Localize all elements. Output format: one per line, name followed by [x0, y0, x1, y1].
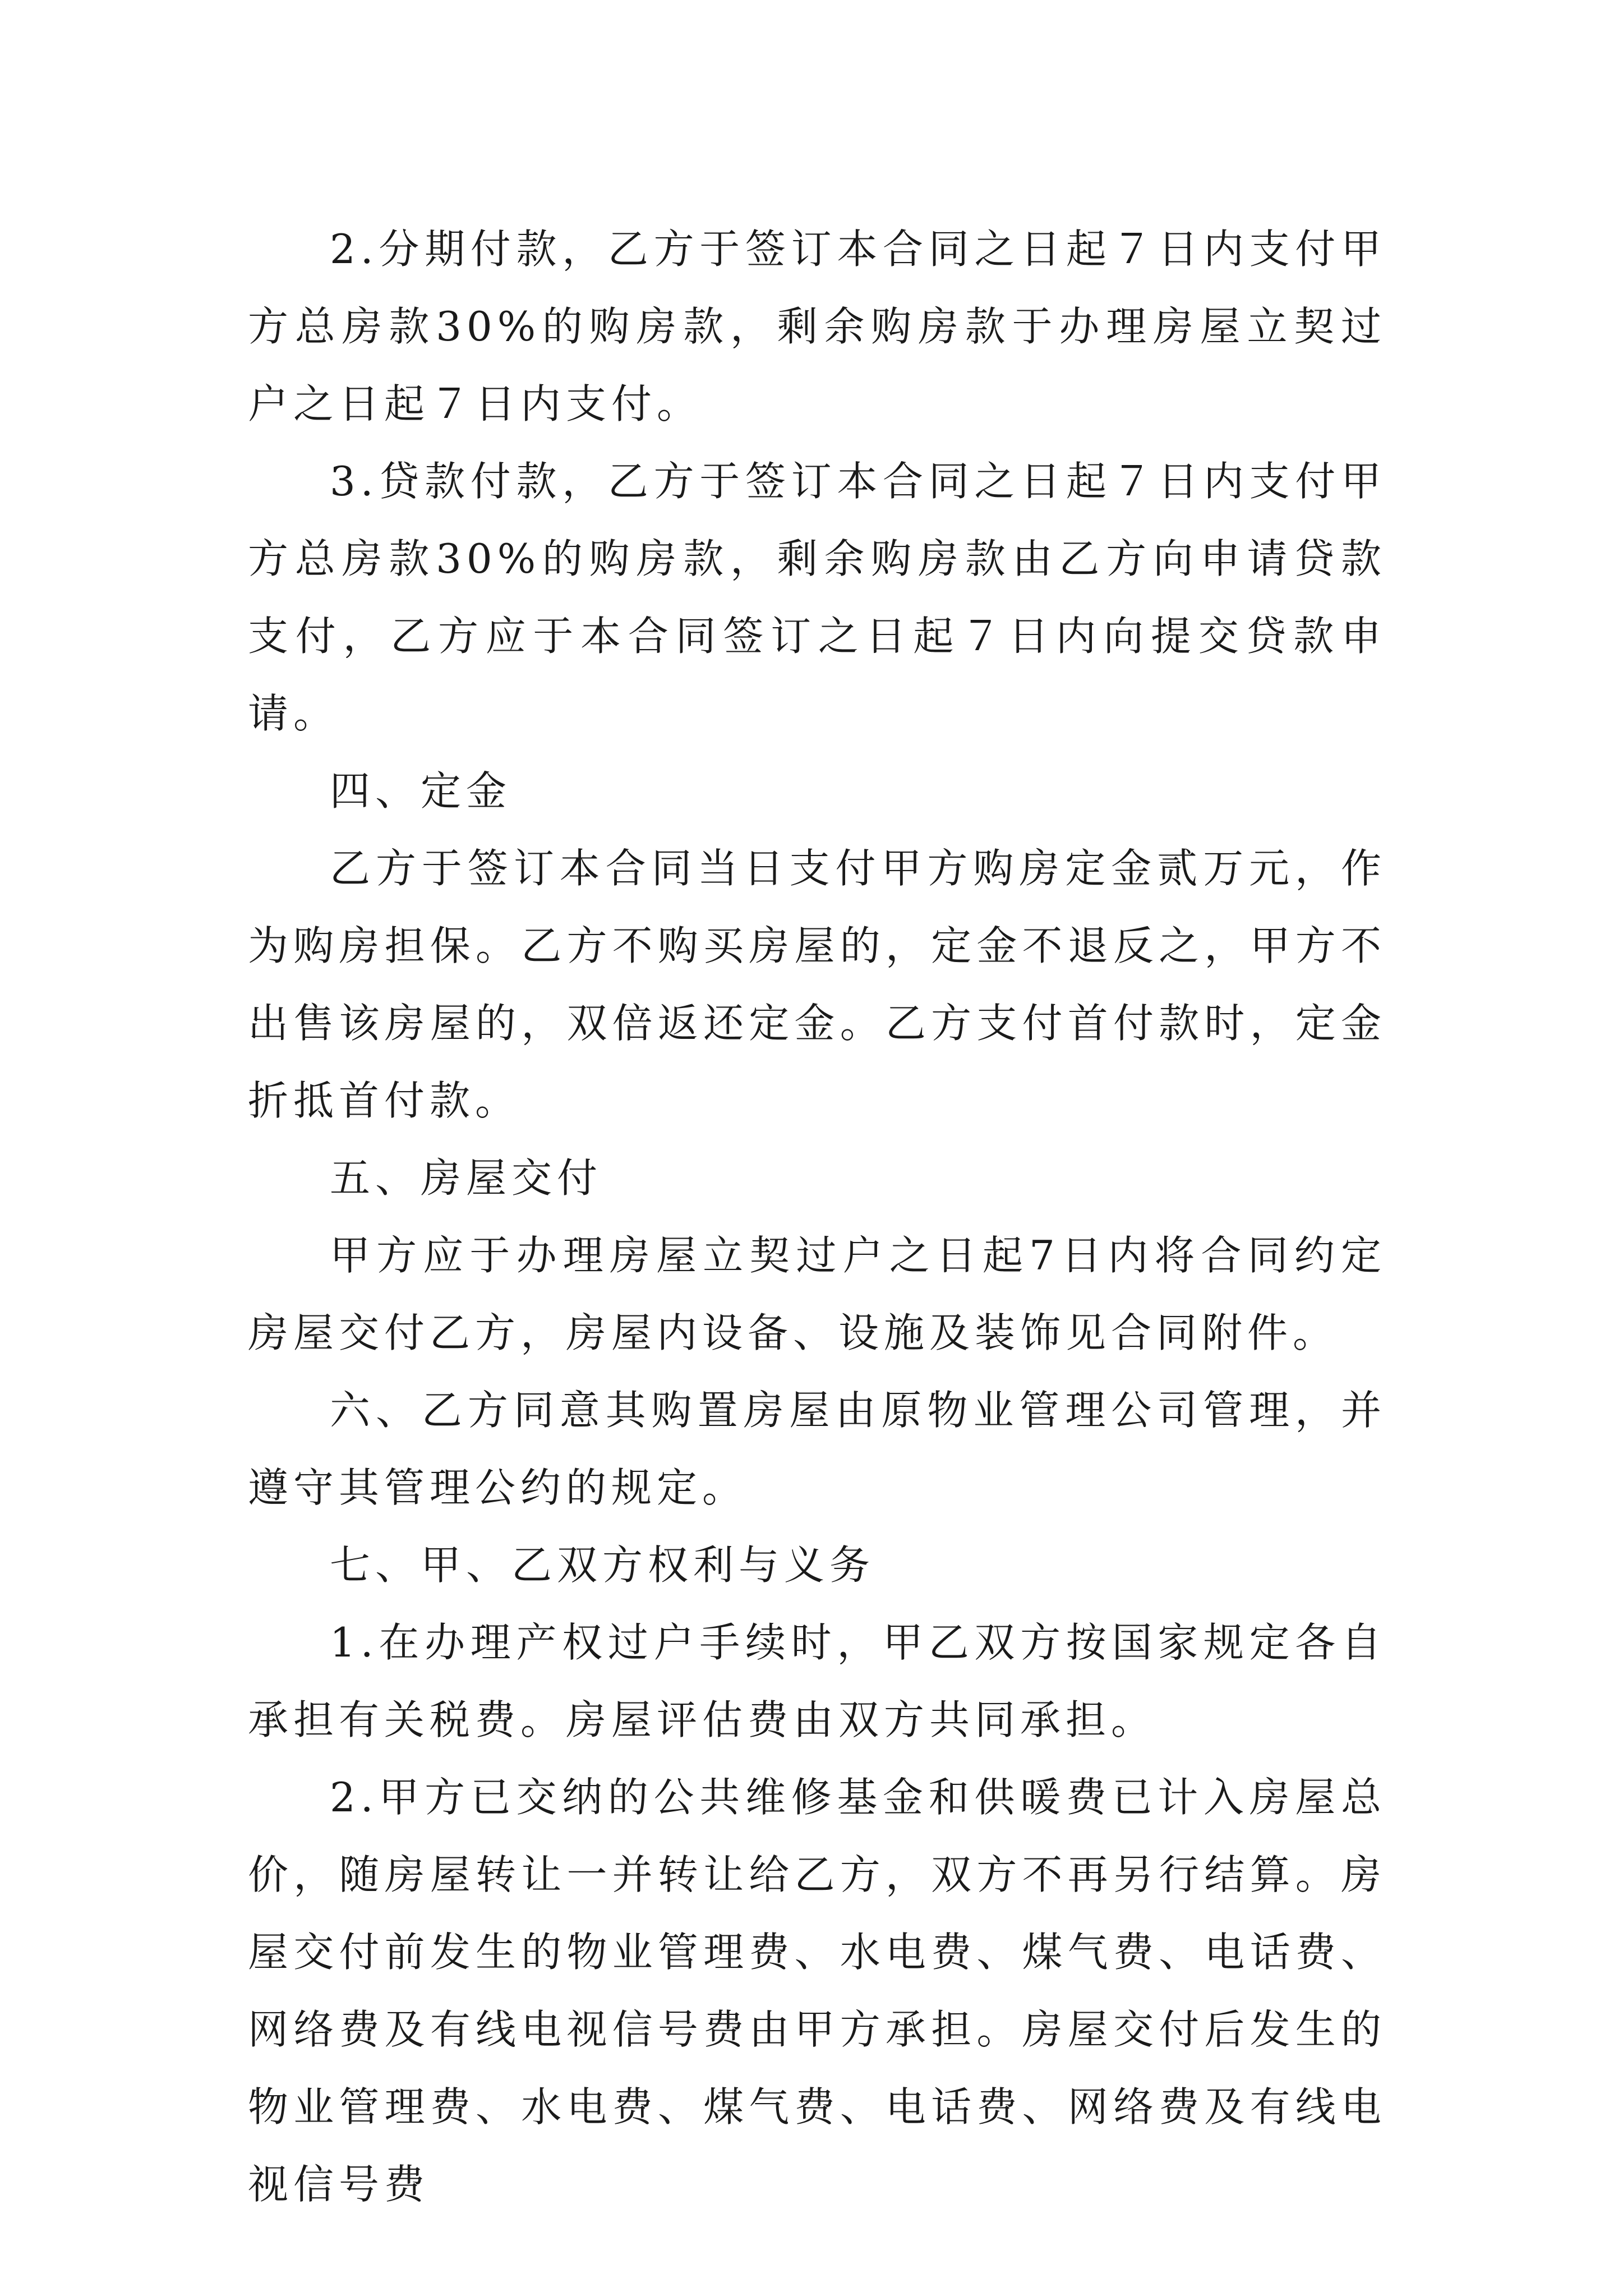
paragraph-loan-payment: 3.贷款付款，乙方于签订本合同之日起７日内支付甲方总房款30%的购房款，剩余购房款由乙方向申请贷款支付，乙方应于本合同签订之日起７日内向提交贷款申请。 [248, 458, 1386, 737]
paragraph-taxes-fees: 1.在办理产权过户手续时，甲乙双方按国家规定各自承担有关税费。房屋评估费由双方共同承担。 [248, 1619, 1386, 1743]
paragraph-installment-payment: 2.分期付款，乙方于签订本合同之日起７日内支付甲方总房款30%的购房款，剩余购房款于办理房屋立契过户之日起７日内支付。 [248, 226, 1386, 427]
section-heading-delivery: 五、房屋交付 [330, 1154, 603, 1202]
section-heading-rights-obligations: 七、甲、乙双方权利与义务 [330, 1542, 875, 1589]
paragraph-maintenance-fees: 2.甲方已交纳的公共维修基金和供暖费已计入房屋总价，随房屋转让一并转让给乙方，双方不再另行结算。房屋交付前发生的物业管理费、水电费、煤气费、电话费、网络费及有线电视信号费由甲方承担。房屋交付后发生的物业管理费、水电费、煤气费、电话费、网络费及有线电视信号费 [248, 1774, 1386, 2208]
paragraph-deposit: 乙方于签订本合同当日支付甲方购房定金贰万元，作为购房担保。乙方不购买房屋的，定金不退反之，甲方不出售该房屋的，双倍返还定金。乙方支付首付款时，定金折抵首付款。 [248, 845, 1386, 1124]
section-heading-deposit: 四、定金 [330, 767, 512, 815]
paragraph-delivery: 甲方应于办理房屋立契过户之日起7日内将合同约定房屋交付乙方，房屋内设备、设施及装饰见合同附件。 [248, 1232, 1386, 1356]
section-property-management: 六、乙方同意其购置房屋由原物业管理公司管理，并遵守其管理公约的规定。 [248, 1387, 1386, 1511]
document-body [248, 210, 1386, 2223]
